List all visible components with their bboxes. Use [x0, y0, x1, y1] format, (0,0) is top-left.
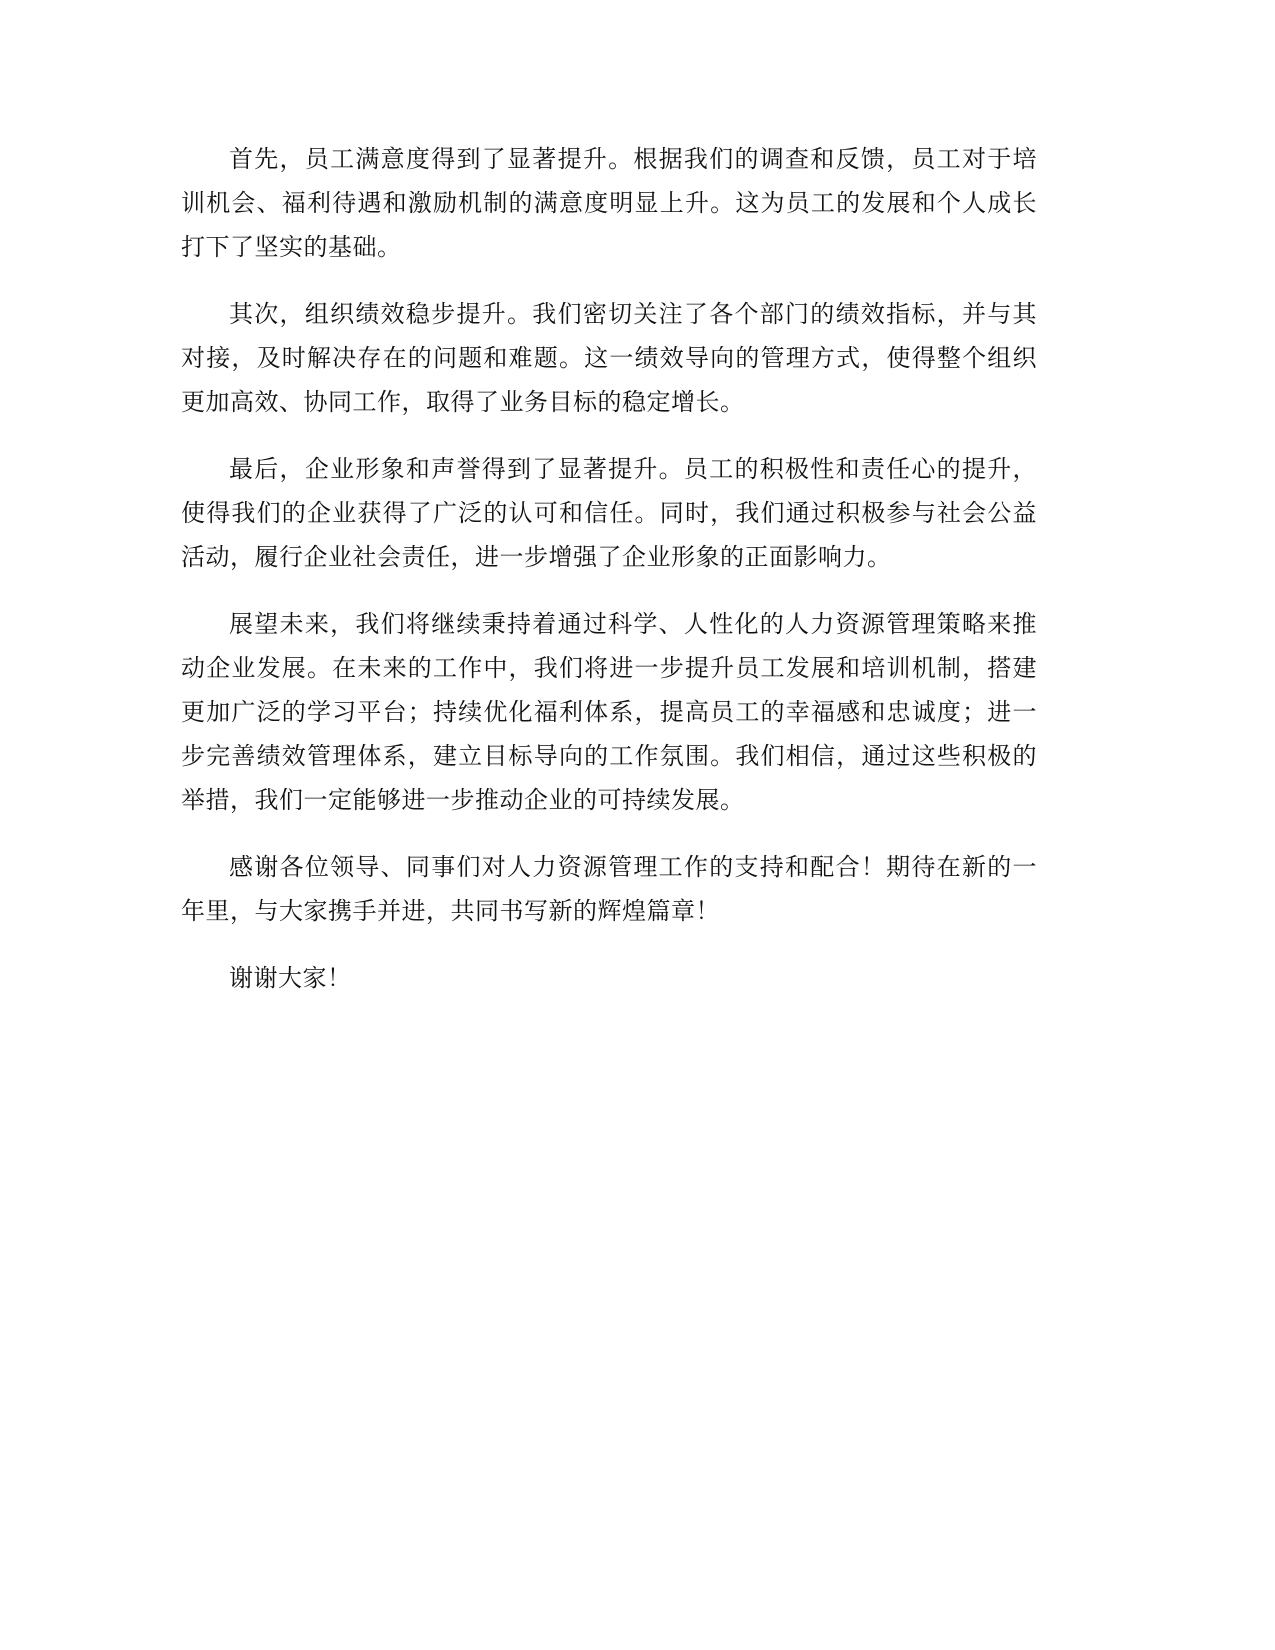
- paragraph-organizational-performance: 其次，组织绩效稳步提升。我们密切关注了各个部门的绩效指标，并与其对接，及时解决存在的问题和难题。这一绩效导向的管理方式，使得整个组织更加高效、协同工作，取得了业务目标的稳定增长。: [181, 300, 1037, 416]
- paragraph-corporate-image: 最后，企业形象和声誉得到了显著提升。员工的积极性和责任心的提升，使得我们的企业获得了广泛的认可和信任。同时，我们通过积极参与社会公益活动，履行企业社会责任，进一步增强了企业形象的正面影响力。: [181, 455, 1037, 571]
- paragraph-employee-satisfaction: 首先，员工满意度得到了显著提升。根据我们的调查和反馈，员工对于培训机会、福利待遇和激励机制的满意度明显上升。这为员工的发展和个人成长打下了坚实的基础。: [181, 145, 1037, 261]
- paragraph-thanks: 感谢各位领导、同事们对人力资源管理工作的支持和配合！期待在新的一年里，与大家携手并进，共同书写新的辉煌篇章！: [181, 853, 1037, 925]
- paragraph-future-outlook: 展望未来，我们将继续秉持着通过科学、人性化的人力资源管理策略来推动企业发展。在未来的工作中，我们将进一步提升员工发展和培训机制，搭建更加广泛的学习平台；持续优化福利体系，提高员工的幸福感和忠诚度；进一步完善绩效管理体系，建立目标导向的工作氛围。我们相信，通过这些积极的举措，我们一定能够进一步推动企业的可持续发展。: [181, 610, 1037, 814]
- paragraph-closing: 谢谢大家！: [229, 964, 352, 992]
- document-body: [181, 137, 1037, 1023]
